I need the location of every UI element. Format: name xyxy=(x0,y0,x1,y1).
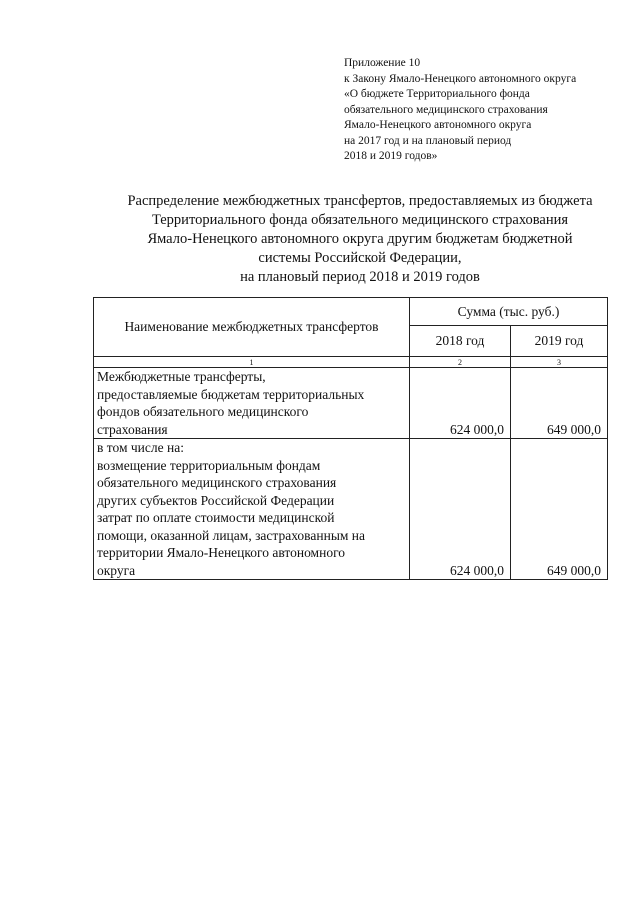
amount-2019: 649 000,0 xyxy=(511,439,608,580)
appendix-reference xyxy=(344,56,624,165)
description-line: Межбюджетные трансферты, xyxy=(97,369,266,384)
column-number: 3 xyxy=(511,357,608,368)
description-line: обязательного медицинского страхования xyxy=(97,475,337,490)
column-number: 1 xyxy=(94,357,410,368)
amount-2018: 624 000,0 xyxy=(410,368,511,439)
transfers-table xyxy=(93,297,608,580)
row-description xyxy=(94,439,410,580)
title-line: Ямало-Ненецкого автономного округа другим бюджетам бюджетной xyxy=(147,231,573,247)
title-line: Распределение межбюджетных трансфертов, предоставляемых из бюджета xyxy=(127,193,593,209)
title-line: Территориального фонда обязательного медицинского страхования xyxy=(151,212,569,228)
appendix-line: Приложение 10 xyxy=(344,57,421,69)
table-header-row xyxy=(94,298,608,326)
appendix-line: Ямало-Ненецкого автономного округа xyxy=(344,119,532,131)
description-line: территории Ямало-Ненецкого автономного xyxy=(97,545,346,560)
appendix-line: обязательного медицинского страхования xyxy=(344,103,548,116)
description-line: страхования xyxy=(97,421,168,437)
amount-2018: 624 000,0 xyxy=(410,439,511,580)
row-description xyxy=(94,368,410,439)
header-sum: Сумма (тыс. руб.) xyxy=(410,298,608,326)
document-title xyxy=(60,192,640,287)
appendix-line: «О бюджете Территориального фонда xyxy=(344,88,530,100)
header-year-2019: 2019 год xyxy=(511,326,608,357)
description-line: предоставляемые бюджетам территориальных xyxy=(97,386,365,402)
description-line: возмещение территориальным фондам xyxy=(97,457,321,473)
column-number-row xyxy=(94,357,608,368)
description-line: фондов обязательного медицинского xyxy=(97,404,309,419)
column-number: 2 xyxy=(410,357,511,368)
description-line: затрат по оплате стоимости медицинской xyxy=(97,510,335,525)
description-line: в том числе на: xyxy=(97,440,184,455)
header-transfer-name: Наименование межбюджетных трансфертов xyxy=(94,298,410,357)
amount-2019: 649 000,0 xyxy=(511,368,608,439)
header-year-2018: 2018 год xyxy=(410,326,511,357)
description-line: округа xyxy=(97,562,136,578)
appendix-line: 2018 и 2019 годов» xyxy=(344,150,438,162)
table-row xyxy=(94,368,608,439)
description-line: других субъектов Российской Федерации xyxy=(97,492,335,508)
title-line: на плановый период 2018 и 2019 годов xyxy=(240,269,480,285)
appendix-line: к Закону Ямало-Ненецкого автономного округа xyxy=(344,72,577,85)
description-line: помощи, оказанной лицам, застрахованным на xyxy=(97,527,366,543)
title-line: системы Российской Федерации, xyxy=(258,250,462,266)
table-row xyxy=(94,439,608,580)
appendix-line: на 2017 год и на плановый период xyxy=(344,134,512,147)
